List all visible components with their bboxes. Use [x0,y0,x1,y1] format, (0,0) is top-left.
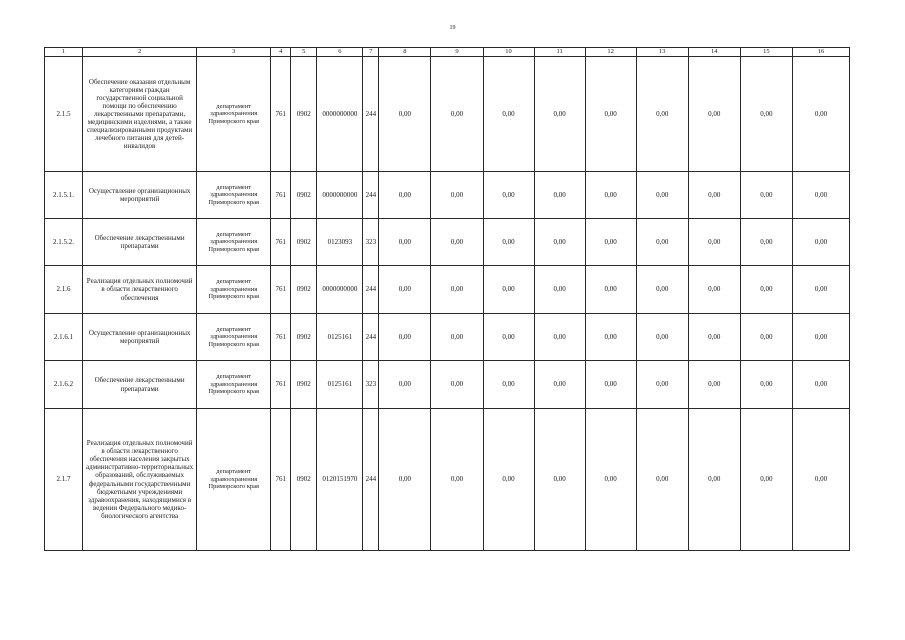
row-value: 0,00 [431,314,483,361]
row-vr: 244 [363,172,379,219]
row-code: 2.1.5 [45,57,83,172]
row-value: 0,00 [585,172,636,219]
row-value: 0,00 [534,409,585,551]
row-csr: 0123093 [317,219,363,266]
row-csr: 0000000000 [317,172,363,219]
row-value: 0,00 [740,361,792,409]
row-code: 2.1.6.2 [45,361,83,409]
budget-table [44,47,850,551]
row-name: Реализация отдельных полномочий в области лекарственного обеспечения [83,266,197,314]
row-rzpr: 0902 [291,57,317,172]
row-name: Обеспечение оказания отдельным категориям граждан государственной социальной помощи по обеспечению лекарственными препаратами, медицинскими изделиями, а также специализированными продуктами лечебного питания для детей-инвалидов [83,57,197,172]
row-value: 0,00 [792,266,849,314]
row-vr: 244 [363,314,379,361]
row-rzpr: 0902 [291,409,317,551]
column-header: 6 [317,48,363,57]
row-value: 0,00 [483,314,534,361]
row-rzpr: 0902 [291,361,317,409]
table-row [45,409,850,551]
row-value: 0,00 [636,314,688,361]
row-value: 0,00 [431,219,483,266]
row-csr: 0125161 [317,361,363,409]
row-value: 0,00 [792,172,849,219]
row-department: департамент здравоохранения Приморского края [197,57,271,172]
row-name: Реализация отдельных полномочий в области лекарственного обеспечения населения закрытых административно-территориальных образований, обслуживаемых федеральными государственными бюджетными учреждениями здравоохранения, находящимися в ведении Федерального медико-биологического агентства [83,409,197,551]
row-value: 0,00 [534,57,585,172]
row-value: 0,00 [740,314,792,361]
row-code: 2.1.6 [45,266,83,314]
row-rzpr: 0902 [291,314,317,361]
row-value: 0,00 [534,361,585,409]
column-header: 14 [688,48,740,57]
row-value: 0,00 [792,57,849,172]
column-header: 2 [83,48,197,57]
row-department: департамент здравоохранения Приморского края [197,219,271,266]
row-value: 0,00 [636,219,688,266]
row-value: 0,00 [636,57,688,172]
row-value: 0,00 [636,361,688,409]
table-row [45,172,850,219]
row-grbs: 761 [271,266,291,314]
row-value: 0,00 [585,219,636,266]
row-department: департамент здравоохранения Приморского края [197,172,271,219]
column-header: 8 [379,48,431,57]
table-row [45,314,850,361]
row-value: 0,00 [379,361,431,409]
table-row [45,57,850,172]
row-value: 0,00 [431,409,483,551]
row-value: 0,00 [534,266,585,314]
row-value: 0,00 [534,172,585,219]
row-value: 0,00 [534,314,585,361]
row-name: Осуществление организационных мероприятий [83,172,197,219]
row-value: 0,00 [483,219,534,266]
row-value: 0,00 [585,57,636,172]
row-vr: 244 [363,409,379,551]
row-csr: 0120151970 [317,409,363,551]
row-value: 0,00 [792,409,849,551]
row-value: 0,00 [792,361,849,409]
row-value: 0,00 [379,409,431,551]
column-header: 1 [45,48,83,57]
row-csr: 0000000000 [317,266,363,314]
row-grbs: 761 [271,57,291,172]
row-value: 0,00 [740,172,792,219]
row-grbs: 761 [271,409,291,551]
row-value: 0,00 [483,57,534,172]
row-name: Осуществление организационных мероприятий [83,314,197,361]
row-rzpr: 0902 [291,219,317,266]
row-value: 0,00 [688,409,740,551]
column-header: 9 [431,48,483,57]
row-value: 0,00 [585,314,636,361]
row-value: 0,00 [740,219,792,266]
row-value: 0,00 [379,314,431,361]
row-value: 0,00 [431,172,483,219]
row-value: 0,00 [379,266,431,314]
row-value: 0,00 [483,409,534,551]
row-code: 2.1.5.1. [45,172,83,219]
row-value: 0,00 [431,266,483,314]
row-vr: 244 [363,57,379,172]
row-value: 0,00 [585,361,636,409]
row-value: 0,00 [483,172,534,219]
row-value: 0,00 [379,219,431,266]
row-vr: 323 [363,219,379,266]
row-department: департамент здравоохранения Приморского края [197,361,271,409]
row-department: департамент здравоохранения Приморского края [197,314,271,361]
row-value: 0,00 [431,361,483,409]
column-header: 11 [534,48,585,57]
row-grbs: 761 [271,172,291,219]
row-vr: 323 [363,361,379,409]
column-header: 16 [792,48,849,57]
row-value: 0,00 [585,409,636,551]
row-value: 0,00 [740,409,792,551]
row-code: 2.1.5.2. [45,219,83,266]
row-value: 0,00 [688,172,740,219]
row-code: 2.1.6.1 [45,314,83,361]
column-header: 5 [291,48,317,57]
row-name: Обеспечение лекарственными препаратами [83,219,197,266]
column-header: 15 [740,48,792,57]
table-row [45,361,850,409]
page-number: 19 [449,25,456,31]
row-code: 2.1.7 [45,409,83,551]
column-header: 10 [483,48,534,57]
row-value: 0,00 [585,266,636,314]
row-name: Обеспечение лекарственными препаратами [83,361,197,409]
row-value: 0,00 [740,57,792,172]
header-row [45,48,850,57]
row-value: 0,00 [740,266,792,314]
row-value: 0,00 [688,266,740,314]
row-value: 0,00 [534,219,585,266]
row-csr: 0000000000 [317,57,363,172]
row-value: 0,00 [431,57,483,172]
row-csr: 0125161 [317,314,363,361]
row-value: 0,00 [636,172,688,219]
row-value: 0,00 [379,172,431,219]
row-value: 0,00 [483,361,534,409]
table-row [45,266,850,314]
column-header: 12 [585,48,636,57]
column-header: 3 [197,48,271,57]
row-vr: 244 [363,266,379,314]
row-value: 0,00 [483,266,534,314]
column-header: 7 [363,48,379,57]
row-rzpr: 0902 [291,172,317,219]
row-grbs: 761 [271,314,291,361]
column-header: 4 [271,48,291,57]
row-value: 0,00 [792,219,849,266]
row-value: 0,00 [636,409,688,551]
row-department: департамент здравоохранения Приморского края [197,266,271,314]
row-value: 0,00 [688,219,740,266]
row-value: 0,00 [688,57,740,172]
table-row [45,219,850,266]
row-value: 0,00 [379,57,431,172]
column-header: 13 [636,48,688,57]
row-grbs: 761 [271,361,291,409]
row-value: 0,00 [688,314,740,361]
row-value: 0,00 [792,314,849,361]
row-department: департамент здравоохранения Приморского края [197,409,271,551]
row-value: 0,00 [636,266,688,314]
row-grbs: 761 [271,219,291,266]
row-rzpr: 0902 [291,266,317,314]
row-value: 0,00 [688,361,740,409]
